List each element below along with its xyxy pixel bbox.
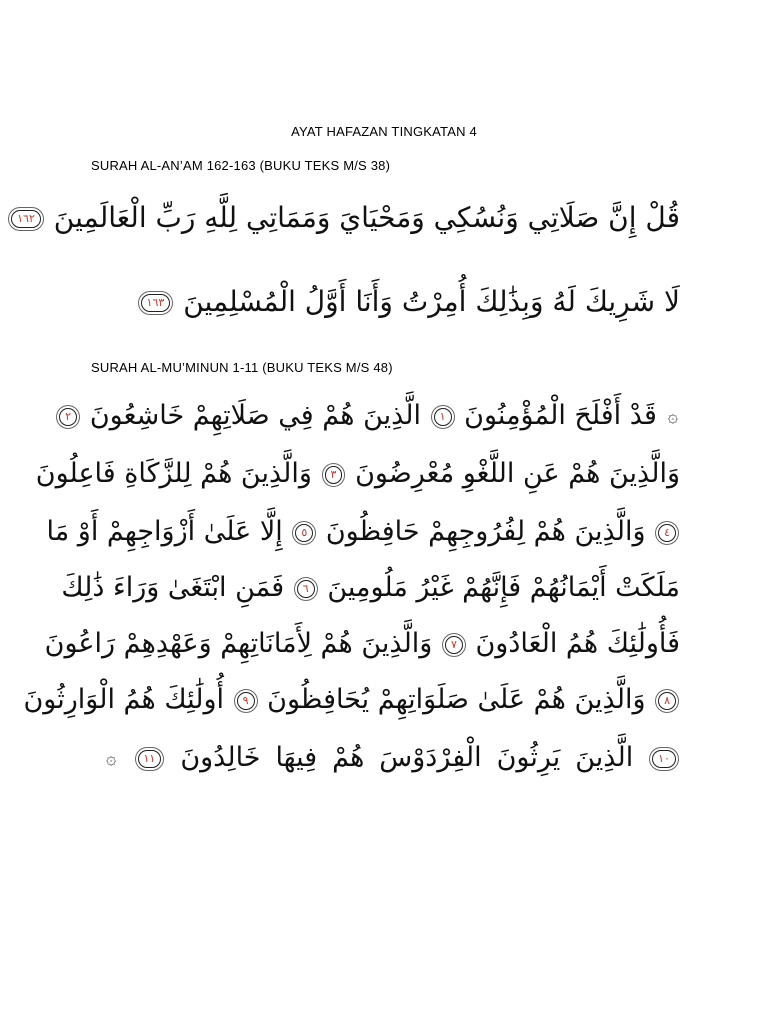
verse-text: قُلْ إِنَّ صَلَاتِي وَنُسُكِي وَمَحْيَايَ وَمَمَاتِي لِلَّهِ رَبِّ الْعَالَمِينَ bbox=[53, 201, 680, 234]
verse-line-anam-162 bbox=[17, 198, 680, 238]
verse-text: فَأُولَٰئِكَ هُمُ الْعَادُونَ bbox=[475, 628, 680, 659]
ayah-number-marker: ١ bbox=[434, 408, 452, 426]
verse-text: وَالَّذِينَ هُمْ عَلَىٰ صَلَوَاتِهِمْ يُحَافِظُونَ bbox=[267, 684, 646, 715]
ayah-number-marker: ٥ bbox=[295, 524, 313, 542]
verse-line-muminun-1 bbox=[65, 396, 680, 437]
verse-line-muminun-7 bbox=[104, 738, 680, 779]
rub-el-hizb-icon: ۞ bbox=[106, 747, 117, 769]
ayah-number-marker: ١٦٢ bbox=[11, 210, 41, 228]
verse-line-muminun-3 bbox=[46, 512, 680, 552]
section-heading-al-anam: SURAH AL-AN’AM 162-163 (BUKU TEKS M/S 38) bbox=[91, 158, 391, 173]
verse-text: وَالَّذِينَ هُمْ لِأَمَانَاتِهِمْ وَعَهْدِهِمْ رَاعُونَ bbox=[44, 628, 433, 659]
ayah-number-marker: ١٠ bbox=[652, 750, 676, 768]
ayah-number-marker: ٨ bbox=[658, 692, 676, 710]
verse-line-muminun-6 bbox=[23, 680, 680, 720]
verse-text: وَالَّذِينَ هُمْ عَنِ اللَّغْوِ مُعْرِضُونَ bbox=[355, 458, 680, 489]
ayah-number-marker: ٤ bbox=[658, 524, 676, 542]
ayah-number-marker: ٣ bbox=[325, 466, 343, 484]
verse-line-muminun-2 bbox=[35, 454, 680, 494]
verse-text: الَّذِينَ هُمْ فِي صَلَاتِهِمْ خَاشِعُونَ bbox=[89, 400, 422, 431]
verse-line-muminun-4 bbox=[61, 568, 680, 608]
ayah-number-marker: ١٦٣ bbox=[141, 294, 171, 312]
ayah-number-marker: ٢ bbox=[59, 408, 77, 426]
document-title: AYAT HAFAZAN TINGKATAN 4 bbox=[291, 124, 477, 139]
verse-text: وَالَّذِينَ هُمْ لِفُرُوجِهِمْ حَافِظُونَ bbox=[325, 516, 646, 547]
verse-text: إِلَّا عَلَىٰ أَزْوَاجِهِمْ أَوْ مَا bbox=[46, 516, 283, 547]
verse-text: فَمَنِ ابْتَغَىٰ وَرَاءَ ذَٰلِكَ bbox=[61, 572, 285, 603]
verse-text: أُولَٰئِكَ هُمُ الْوَارِثُونَ bbox=[23, 684, 225, 715]
ayah-number-marker: ٧ bbox=[445, 636, 463, 654]
section-heading-al-muminun: SURAH AL-MU’MINUN 1-11 (BUKU TEKS M/S 48) bbox=[91, 360, 393, 375]
verse-text: لَا شَرِيكَ لَهُ وَبِذَٰلِكَ أُمِرْتُ وَأَنَا أَوَّلُ الْمُسْلِمِينَ bbox=[183, 285, 680, 318]
verse-text: وَالَّذِينَ هُمْ لِلزَّكَاةِ فَاعِلُونَ bbox=[35, 458, 312, 489]
ayah-number-marker: ٩ bbox=[237, 692, 255, 710]
ayah-number-marker: ٦ bbox=[297, 580, 315, 598]
verse-text: الَّذِينَ يَرِثُونَ الْفِرْدَوْسَ هُمْ فِيهَا خَالِدُونَ bbox=[180, 742, 634, 773]
rub-el-hizb-icon: ۞ bbox=[667, 405, 678, 427]
verse-text: مَلَكَتْ أَيْمَانُهُمْ فَإِنَّهُمْ غَيْرُ مَلُومِينَ bbox=[327, 572, 680, 603]
ayah-number-marker: ١١ bbox=[138, 750, 162, 768]
verse-line-muminun-5 bbox=[44, 624, 680, 664]
verse-text: قَدْ أَفْلَحَ الْمُؤْمِنُونَ bbox=[464, 400, 657, 431]
verse-line-anam-163 bbox=[146, 282, 680, 322]
